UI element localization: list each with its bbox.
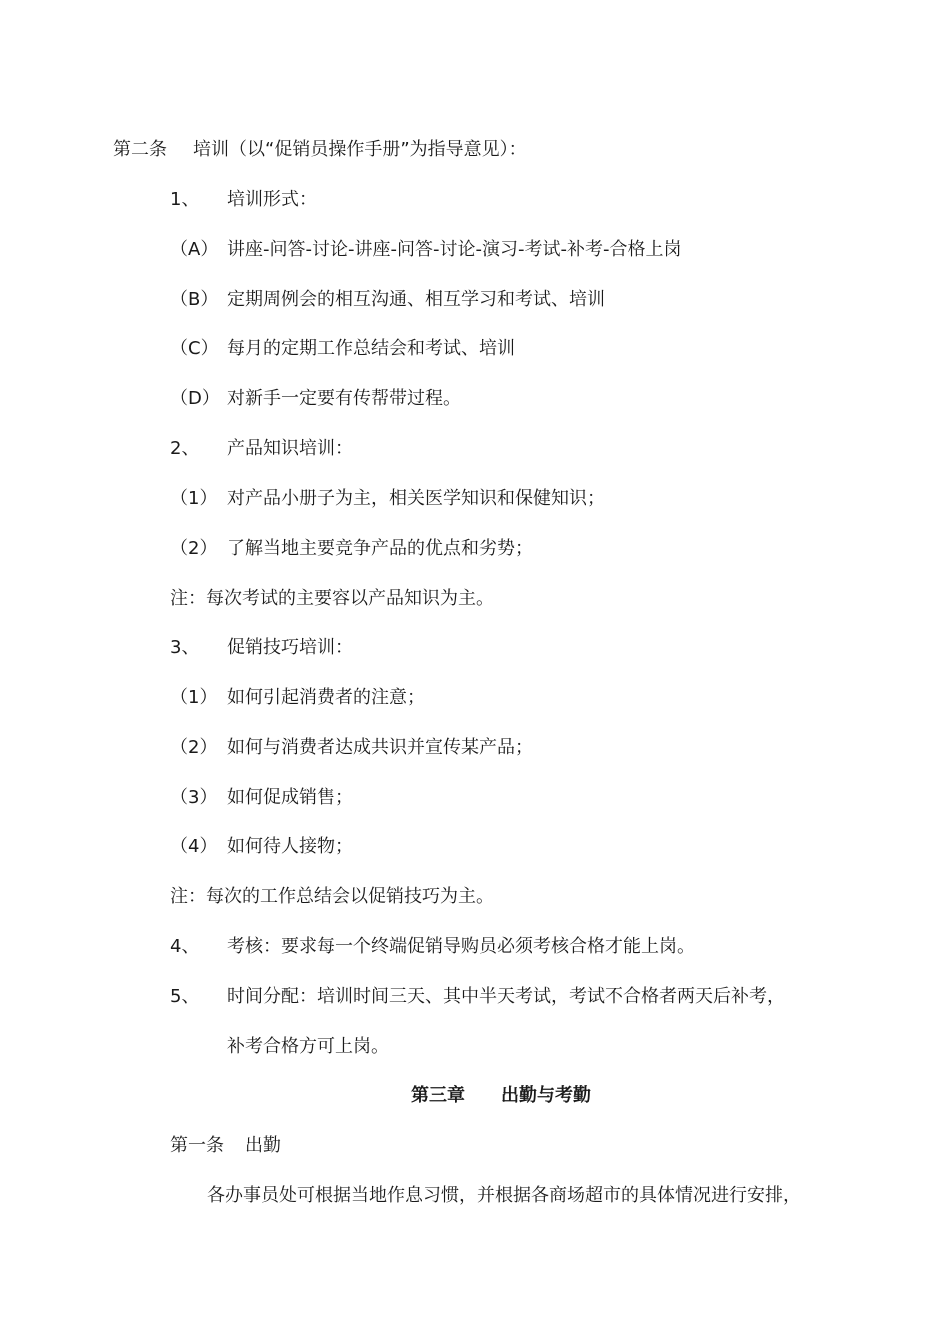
item-number: （2） bbox=[170, 538, 218, 559]
item-text: 如何促成销售； bbox=[227, 787, 353, 808]
item-number: （A） bbox=[170, 239, 219, 260]
article-2-title: 培训（以“促销员操作手册”为指导意见）： bbox=[193, 139, 527, 160]
item-text: 培训形式： bbox=[227, 189, 317, 210]
note-text: 注：每次的工作总结会以促销技巧为主。 bbox=[170, 886, 494, 907]
item-number: 3、 bbox=[170, 637, 200, 658]
article-1-title: 出勤 bbox=[245, 1135, 281, 1156]
item-number: 2、 bbox=[170, 438, 200, 459]
item-text: 每月的定期工作总结会和考试、培训 bbox=[227, 338, 515, 359]
item-text: 对新手一定要有传帮带过程。 bbox=[227, 388, 461, 409]
item-number: （C） bbox=[170, 338, 219, 359]
item-text: 产品知识培训： bbox=[227, 438, 353, 459]
item-text: 促销技巧培训： bbox=[227, 637, 353, 658]
body-paragraph: 各办事员处可根据当地作息习惯，并根据各商场超市的具体情况进行安排， bbox=[207, 1185, 801, 1206]
article-2-label: 第二条 bbox=[113, 139, 167, 160]
item-number: 5、 bbox=[170, 986, 200, 1007]
chapter-3-title: 出勤与考勤 bbox=[501, 1085, 591, 1106]
article-1-label: 第一条 bbox=[170, 1135, 224, 1156]
item-number: （4） bbox=[170, 836, 218, 857]
item-text: 定期周例会的相互沟通、相互学习和考试、培训 bbox=[227, 289, 605, 310]
item-text: 了解当地主要竞争产品的优点和劣势； bbox=[227, 538, 533, 559]
item-text: 如何引起消费者的注意； bbox=[227, 687, 425, 708]
item-text: 对产品小册子为主，相关医学知识和保健知识； bbox=[227, 488, 605, 509]
item-text: 如何待人接物； bbox=[227, 836, 353, 857]
item-text: 考核：要求每一个终端促销导购员必须考核合格才能上岗。 bbox=[227, 936, 695, 957]
item-number: （D） bbox=[170, 388, 220, 409]
item-number: （3） bbox=[170, 787, 218, 808]
item-number: （2） bbox=[170, 737, 218, 758]
chapter-3-label: 第三章 bbox=[411, 1085, 465, 1106]
item-text: 如何与消费者达成共识并宣传某产品； bbox=[227, 737, 533, 758]
item-number: 1、 bbox=[170, 189, 200, 210]
item-number: （1） bbox=[170, 687, 218, 708]
item-number: （B） bbox=[170, 289, 219, 310]
item-text: 讲座-问答-讨论-讲座-问答-讨论-演习-考试-补考-合格上岗 bbox=[227, 239, 682, 260]
item-number: 4、 bbox=[170, 936, 200, 957]
item-text-continuation: 补考合格方可上岗。 bbox=[227, 1036, 389, 1057]
item-number: （1） bbox=[170, 488, 218, 509]
item-text: 时间分配：培训时间三天、其中半天考试，考试不合格者两天后补考， bbox=[227, 986, 785, 1007]
note-text: 注：每次考试的主要容以产品知识为主。 bbox=[170, 588, 494, 609]
